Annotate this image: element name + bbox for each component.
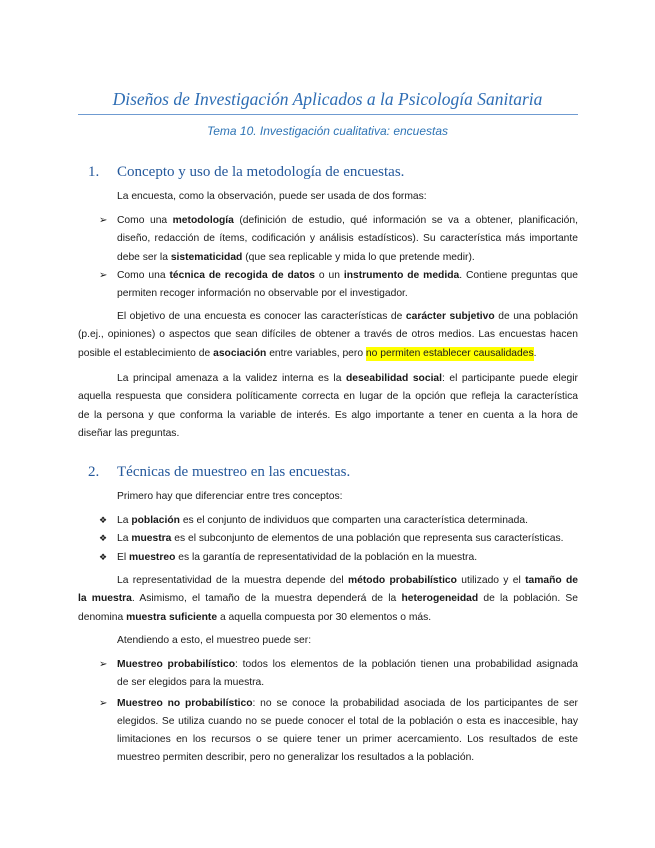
text-segment: aquella respuesta que considera políticamente correcta en lugar de la opción que refleja la característica (78, 391, 578, 403)
bold-term: muestra suficiente (126, 611, 218, 623)
text-segment: de la población. Se (478, 593, 578, 605)
text-segment: El (117, 551, 130, 563)
text-segment: : todos los elementos de la población tienen una probabilidad asignada (235, 659, 578, 670)
text-segment: Como una (117, 215, 173, 226)
text-line (78, 308, 578, 326)
document-subtitle: Tema 10. Investigación cualitativa: encuestas (206, 124, 449, 138)
document-title: Diseños de Investigación Aplicados a la Psicología Sanitaria (112, 89, 543, 109)
text-line (78, 632, 578, 650)
text-segment: Como una (117, 269, 170, 281)
text-segment: a aquella compuesta por 30 elementos o más. (217, 611, 432, 623)
diamond-bullet-icon (99, 549, 107, 567)
text-segment: . Asimismo, el tamaño de la muestra dependerá de la (131, 593, 402, 605)
text-segment: La (117, 533, 132, 545)
text-segment: utilizado y el (456, 575, 526, 586)
text-segment: posible el establecimiento de (78, 347, 214, 359)
text-segment: La representatividad de la muestra depende del (117, 575, 348, 586)
sampling-types-list (117, 656, 578, 768)
bold-term: deseabilidad social (345, 373, 443, 384)
text-line (117, 713, 578, 731)
text-line (78, 590, 578, 608)
arrow-bullet-icon (99, 212, 107, 230)
bold-term: carácter subjetivo (405, 311, 495, 322)
text-line (117, 249, 578, 267)
section-1-intro: La encuesta, como la observación, puede ser usada de dos formas: (117, 191, 427, 202)
text-line (117, 212, 578, 230)
text-segment: denomina (78, 611, 127, 623)
text-line (117, 530, 578, 548)
text-line (78, 370, 578, 388)
bold-term: método probabilístico (347, 575, 457, 586)
text-line (117, 674, 578, 692)
text-segment: entre variables, pero (266, 347, 366, 359)
text-segment: de la persona y que conforma la variable de interés. Es algo importante a tener en cuenta a la hora de (78, 409, 578, 421)
text-segment: diseñar las preguntas. (78, 427, 180, 439)
text-line (78, 425, 578, 443)
text-line (117, 749, 578, 767)
bold-term: sistematicidad (170, 251, 243, 263)
text-line (117, 230, 578, 248)
text-line (117, 695, 578, 713)
bold-term: Muestreo probabilístico (117, 659, 236, 670)
text-line (117, 656, 578, 674)
survey-uses-list (117, 212, 578, 303)
section-title: Concepto y uso de la metodología de encuestas. (117, 164, 405, 180)
text-line (117, 549, 578, 567)
text-segment: La principal amenaza a la validez interna es la (117, 373, 346, 384)
text-segment: es el conjunto de individuos que comparten una característica determinada. (179, 515, 528, 526)
bold-term: metodología (172, 215, 234, 226)
highlighted-text: no permiten establecer causalidades (365, 347, 534, 359)
text-line (78, 609, 578, 627)
text-segment: El objetivo de una encuesta es conocer las características de (117, 311, 406, 322)
text-segment: diseño, redacción de ítems, codificación y análisis estadísticos). Su característica más importante (117, 233, 578, 245)
section-title: Técnicas de muestreo en las encuestas. (117, 464, 351, 480)
list-item (117, 656, 578, 693)
text-segment: permiten recoger información no observable por el investigador. (117, 288, 408, 300)
arrow-bullet-icon (99, 695, 107, 713)
paragraph-social-desirability (78, 370, 578, 443)
bold-term: la muestra (78, 593, 132, 605)
paragraph-survey-objective (78, 308, 578, 363)
text-segment: o un (314, 269, 344, 281)
text-line (78, 326, 578, 344)
section-2-heading (88, 462, 578, 482)
text-line (117, 285, 578, 303)
list-item (117, 212, 578, 267)
text-segment: La (117, 515, 132, 526)
bold-term: tamaño de (525, 575, 578, 586)
paragraph-representativeness (78, 572, 578, 627)
text-segment: . (533, 347, 537, 359)
text-line (117, 512, 578, 530)
list-item (117, 695, 578, 768)
bold-term: muestra (131, 533, 172, 545)
section-1-heading (88, 162, 578, 182)
text-segment: : el participante puede elegir (442, 373, 578, 384)
section-number: 1. (88, 164, 100, 180)
bold-term: muestreo (129, 551, 176, 563)
text-segment: limitaciones en los recursos o se quiere tener un primer acercamiento. Los resultados de este (117, 734, 578, 746)
list-item (117, 549, 578, 567)
section-number: 2. (88, 464, 100, 480)
text-segment: es el subconjunto de elementos de una población que representa sus características. (171, 533, 564, 545)
text-segment: elegidos. Se utiliza cuando no se puede conocer el total de la población o esta es inaccesible, hay (117, 715, 578, 727)
text-segment: muestreo permiten describir, pero no generalizar los resultados a la población. (117, 752, 475, 764)
bold-term: población (131, 515, 180, 526)
text-segment: (que sea replicable y mida lo que pretende medir). (242, 251, 475, 263)
bold-term: heterogeneidad (401, 593, 479, 605)
key-concepts-list (117, 512, 578, 567)
text-segment: de ser elegidos para la muestra. (117, 677, 265, 689)
bold-term: asociación (213, 347, 267, 359)
text-segment: de una población (494, 311, 578, 322)
text-segment: : no se conoce la probabilidad asociada de los participantes de ser (252, 697, 578, 709)
bold-term: técnica de recogida de datos (169, 269, 315, 281)
list-item (117, 512, 578, 530)
diamond-bullet-icon (99, 530, 107, 548)
bold-term: Muestreo no probabilístico (117, 697, 253, 709)
text-line (78, 388, 578, 406)
diamond-bullet-icon (99, 512, 107, 530)
text-line (78, 345, 578, 363)
text-line (117, 267, 578, 285)
text-line (117, 731, 578, 749)
paragraph-sampling-intro (78, 632, 578, 650)
bold-term: instrumento de medida (343, 269, 460, 281)
arrow-bullet-icon (99, 267, 107, 285)
text-segment: debe ser la (117, 251, 171, 263)
list-item (117, 267, 578, 304)
text-segment: . Contiene preguntas que (459, 269, 579, 281)
text-line (78, 572, 578, 590)
section-2-intro: Primero hay que diferenciar entre tres conceptos: (117, 491, 343, 502)
text-segment: (p.ej., opiniones) o aspectos que sean difíciles de obtener a través de otros medios. Las encuestas hacen (78, 329, 578, 341)
list-item (117, 530, 578, 548)
text-segment: (definición de estudio, qué información se va a obtener, planificación, (233, 215, 578, 226)
title-underline (78, 114, 578, 115)
text-segment: es la garantía de representatividad de la población en la muestra. (175, 551, 478, 563)
text-line (78, 407, 578, 425)
arrow-bullet-icon (99, 656, 107, 674)
text-segment: Atendiendo a esto, el muestreo puede ser: (117, 635, 312, 646)
